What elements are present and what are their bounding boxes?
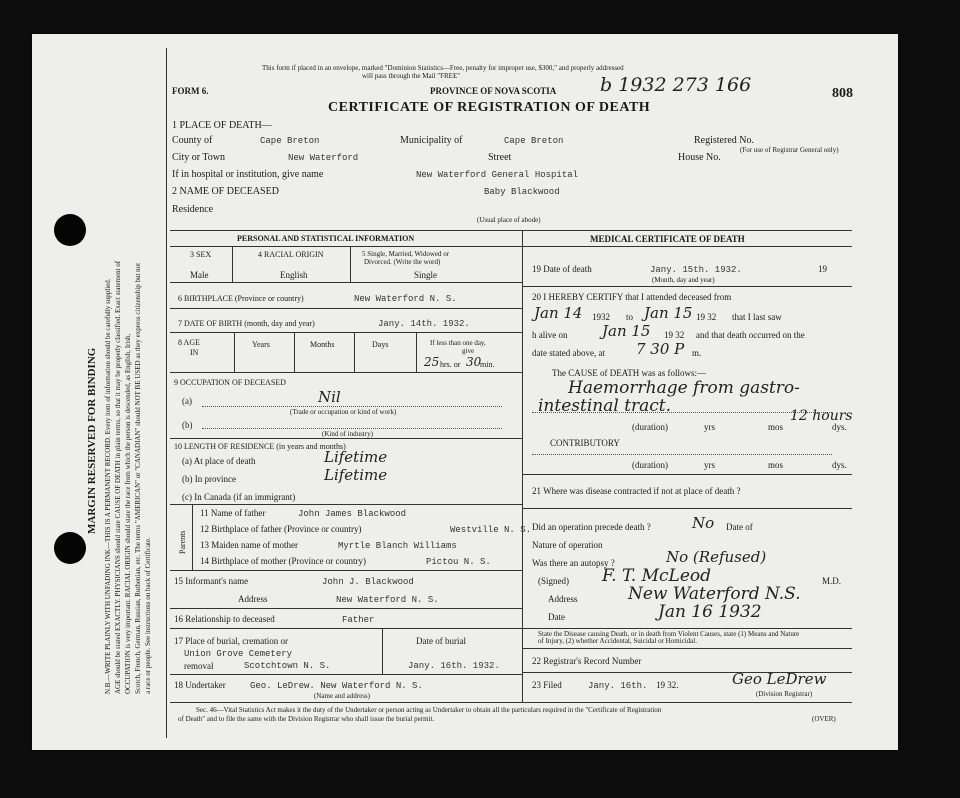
rule [170,308,522,309]
rule [170,504,522,505]
undertaker-note: (Name and address) [314,692,370,700]
rule [232,246,233,282]
birthplace-value: New Waterford N. S. [354,294,457,304]
dot [202,428,502,429]
rule [354,332,355,372]
certification-date-value: Jan 16 1932 [658,602,762,622]
signed-label: (Signed) [538,576,569,586]
medical-heading: MEDICAL CERTIFICATE OF DEATH [590,234,745,244]
rule [522,474,852,475]
binding-hole-top [54,214,86,246]
age-label: 8 AGE [178,338,200,347]
status-label-2: Divorced. (Write the word) [364,258,441,266]
violent-causes-note-1: State the Disease causing Death, or in death from Violent Causes, state (1) Means and Nature [538,630,800,638]
attended-from-year: 1932 [592,312,610,322]
father-birthplace-label: 12 Birthplace of father (Province or country) [200,524,362,534]
certification-date-label: Date [548,612,565,622]
rule [170,628,522,629]
form-number: FORM 6. [172,86,209,96]
less-than-day-label: If less than one day, [430,339,486,347]
deceased-name-value: Baby Blackwood [484,187,560,197]
rule [350,246,351,282]
operation-nature-label: Nature of operation [532,540,603,550]
hospital-value: New Waterford General Hospital [416,170,579,180]
margin-line-5: a race or people. See instructions on back of Certificate. [144,537,152,694]
contributory-label: CONTRIBUTORY [550,438,620,448]
attended-from-value: Jan 14 [534,304,583,322]
occupation-a: (a) [182,396,192,406]
yrs-label: yrs [704,422,715,432]
last-saw-label: that I last saw [732,312,782,322]
province: PROVINCE OF NOVA SCOTIA [430,86,557,96]
column-divider [522,230,523,702]
minutes-value: 30 [466,355,482,369]
dob-label: 7 DATE OF BIRTH (month, day and year) [178,319,315,328]
res-b-value: Lifetime [324,466,388,484]
registered-no-note: (For use of Registrar General only) [740,146,839,154]
dot [202,406,502,407]
contributory-yrs-label: yrs [704,460,715,470]
sex-label: 3 SEX [190,250,212,259]
md-label: M.D. [822,576,842,586]
operation-label: Did an operation precede death ? [532,522,651,532]
rule [522,648,852,649]
binding-hole-bottom [54,532,86,564]
residence-label: Residence [172,204,214,215]
rule [170,608,522,609]
dot [532,454,832,455]
days-label: Days [372,340,389,349]
hours-value: 25 [424,355,440,369]
rule [170,282,522,283]
rule [522,286,852,287]
registered-no-label: Registered No. [694,135,754,146]
table-top-rule [170,230,852,231]
contributory-duration-label: (duration) [632,460,668,470]
physician-signature: F. T. McLeod [602,566,711,586]
rule [170,372,522,373]
burial-label-1: 17 Place of burial, cremation or [174,636,288,646]
rule [294,332,295,372]
rule [192,504,193,570]
attended-to-year: 19 32 [696,312,717,322]
place-of-death-label: 1 PLACE OF DEATH— [172,120,272,131]
father-label: 11 Name of father [200,508,266,518]
autopsy-value: No (Refused) [666,548,767,566]
filed-value: Jany. 16th. [588,681,648,691]
mother-label: 13 Maiden name of mother [200,540,298,550]
informant-address-label: Address [238,594,268,604]
burial-label-2: removal [184,661,214,671]
page-number: 808 [832,86,853,101]
binding-margin [26,34,152,750]
res-a-label: (a) At place of death [182,456,256,466]
date-above-label: date stated above, at [532,348,605,358]
birthplace-label: 6 BIRTHPLACE (Province or country) [178,294,304,303]
race-label: 4 RACIAL ORIGIN [258,250,324,259]
house-no-label: House No. [678,152,721,163]
undertaker-value: Geo. LeDrew. New Waterford N. S. [250,681,423,691]
rule [234,332,235,372]
dys-label: dys. [832,422,847,432]
mos-label: mos [768,422,784,432]
duration-value: 12 hours [790,408,853,424]
father-birthplace-value: Westville N. S. [450,525,532,535]
death-certificate [32,34,898,750]
father-value: John James Blackwood [298,509,407,519]
occupation-b: (b) [182,420,193,430]
res-a-value: Lifetime [324,448,388,466]
race-value: English [280,270,308,280]
alive-on-value: Jan 15 [602,322,651,340]
handwritten-reference: b 1932 273 166 [600,74,752,96]
envelope-note-2: will pass through the Mail "FREE" [362,72,461,80]
mother-birthplace-label: 14 Birthplace of mother (Province or country) [200,556,366,566]
operation-date-label: Date of [726,522,753,532]
meridiem-label: m. [692,348,702,358]
margin-line-3: OCCUPATION is very important. RACIAL ORIGIN should state the race from which the person is descended, as English, Irish, [124,333,132,694]
certify-label: 20 I HEREBY CERTIFY that I attended deceased from [532,292,732,302]
rule [170,674,522,675]
parents-label: Parents [178,530,187,554]
age-in-label: IN [190,348,199,357]
disease-contracted-label: 21 Where was disease contracted if not at place of death ? [532,486,741,496]
death-occurred-label: and that death occurred on the [696,330,805,340]
margin-rule [166,48,167,738]
operation-value: No [692,514,715,532]
to-label: to [626,312,634,322]
informant-label: 15 Informant's name [174,576,249,586]
footer-over: (OVER) [812,715,836,723]
years-label: Years [252,340,270,349]
margin-line-2: AGE should be stated EXACTLY. PHYSICIANS should state CAUSE OF DEATH in plain terms, so that it may be properly classified. Exact statement of [114,260,122,694]
autopsy-label: Was there an autopsy ? [532,558,615,568]
date-of-death-label: 19 Date of death [532,264,592,274]
envelope-note-1: This form if placed in an envelope, marked "Dominion Statistics—Free, penalty for improper use, $300," and properly addressed [262,64,624,72]
duration-label: (duration) [632,422,668,432]
sex-value: Male [190,270,209,280]
attended-to-value: Jan 15 [644,304,693,322]
burial-date-label: Date of burial [416,636,466,646]
dob-value: Jany. 14th. 1932. [378,319,470,329]
status-label-1: 5 Single, Married, Widowed or [362,250,450,258]
industry-note: (Kind of industry) [322,430,373,438]
rule [522,246,852,247]
undertaker-label: 18 Undertaker [174,680,226,690]
res-b-label: (b) In province [182,474,236,484]
personal-heading: PERSONAL AND STATISTICAL INFORMATION [237,234,415,243]
county-value: Cape Breton [260,136,320,146]
cause-line-1: Haemorrhage from gastro- [568,378,800,398]
city-label: City or Town [172,152,226,163]
rule [170,332,522,333]
filed-label: 23 Filed [532,680,562,690]
relationship-value: Father [342,615,375,625]
relationship-label: 16 Relationship to deceased [174,614,275,624]
municipality-label: Municipality of [400,135,463,146]
occupation-label: 9 OCCUPATION OF DECEASED [174,378,286,387]
margin-line-4: Scotch, French, German, Russian, Ruthenian, etc. The terms "AMERICAN" or "CANADIAN" should NOT BE USED as they express citizenship but not [134,262,142,694]
division-registrar-note: (Division Registrar) [756,690,813,698]
alive-on-year: 19 32 [664,330,685,340]
date-of-death-suffix: 19 [818,264,827,274]
city-value: New Waterford [288,153,359,163]
rule [170,246,522,247]
burial-date-value: Jany. 16th. 1932. [408,661,500,671]
contributory-mos-label: mos [768,460,784,470]
length-of-residence-label: 10 LENGTH OF RESIDENCE (in years and months) [174,442,346,451]
registrar-record-label: 22 Registrar's Record Number [532,656,642,666]
street-label: Street [488,152,512,163]
date-of-death-note: (Month, day and year) [652,276,715,284]
footer-line-1: Sec. 46—Vital Statistics Act makes it the duty of the Undertaker or person acting as Undertaker to obtain all the particulars required in the "Certificate of Registration [196,706,662,714]
alive-on-label: h alive on [532,330,568,340]
margin-heading: MARGIN RESERVED FOR BINDING [86,347,98,534]
burial-place-2: Scotchtown N. S. [244,661,331,671]
municipality-value: Cape Breton [504,136,564,146]
rule [170,570,522,571]
county-label: County of [172,135,213,146]
certificate-title: CERTIFICATE OF REGISTRATION OF DEATH [328,100,651,115]
time-of-death-value: 7 30 P [636,340,685,358]
table-bottom-rule [170,702,852,703]
division-registrar-signature: Geo LeDrew [732,670,827,688]
physician-address-value: New Waterford N.S. [628,584,801,604]
rule [382,628,383,674]
min-label: min. [480,360,495,369]
residence-note: (Usual place of abode) [477,216,541,224]
cause-label: The CAUSE of DEATH was as follows:— [552,368,706,378]
status-value: Single [414,270,438,280]
rule [522,628,852,629]
margin-line-1: N.B.—WRITE PLAINLY WITH UNFADING INK—THIS IS A PERMANENT RECORD. Every item of information should be carefully supplied. [104,278,112,694]
less-than-day-give: give [462,347,475,355]
occupation-value: Nil [318,388,341,406]
cause-line-2: intestinal tract. [538,396,672,416]
rule [416,332,417,372]
deceased-name-label: 2 NAME OF DECEASED [172,186,279,197]
rule [170,438,522,439]
mother-value: Myrtle Blanch Williams [338,541,457,551]
months-label: Months [310,340,335,349]
burial-place-1: Union Grove Cemetery [184,649,293,659]
contributory-dys-label: dys. [832,460,847,470]
filed-year: 19 32. [656,680,679,690]
violent-causes-note-2: of Injury, (2) whether Accidental, Suicidal or Homicidal. [538,637,697,645]
date-of-death-value: Jany. 15th. 1932. [650,265,742,275]
informant-value: John J. Blackwood [322,577,414,587]
mother-birthplace-value: Pictou N. S. [426,557,491,567]
trade-note: (Trade or occupation or kind of work) [290,408,397,416]
physician-address-label: Address [548,594,578,604]
hospital-label: If in hospital or institution, give name [172,169,324,180]
res-c-label: (c) In Canada (if an immigrant) [182,492,296,502]
hrs-label: hrs. or [440,360,461,369]
rule [522,508,852,509]
dot [532,412,832,413]
footer-line-2: of Death" and to file the same with the Division Registrar who shall issue the burial permit. [178,715,435,723]
informant-address-value: New Waterford N. S. [336,595,439,605]
